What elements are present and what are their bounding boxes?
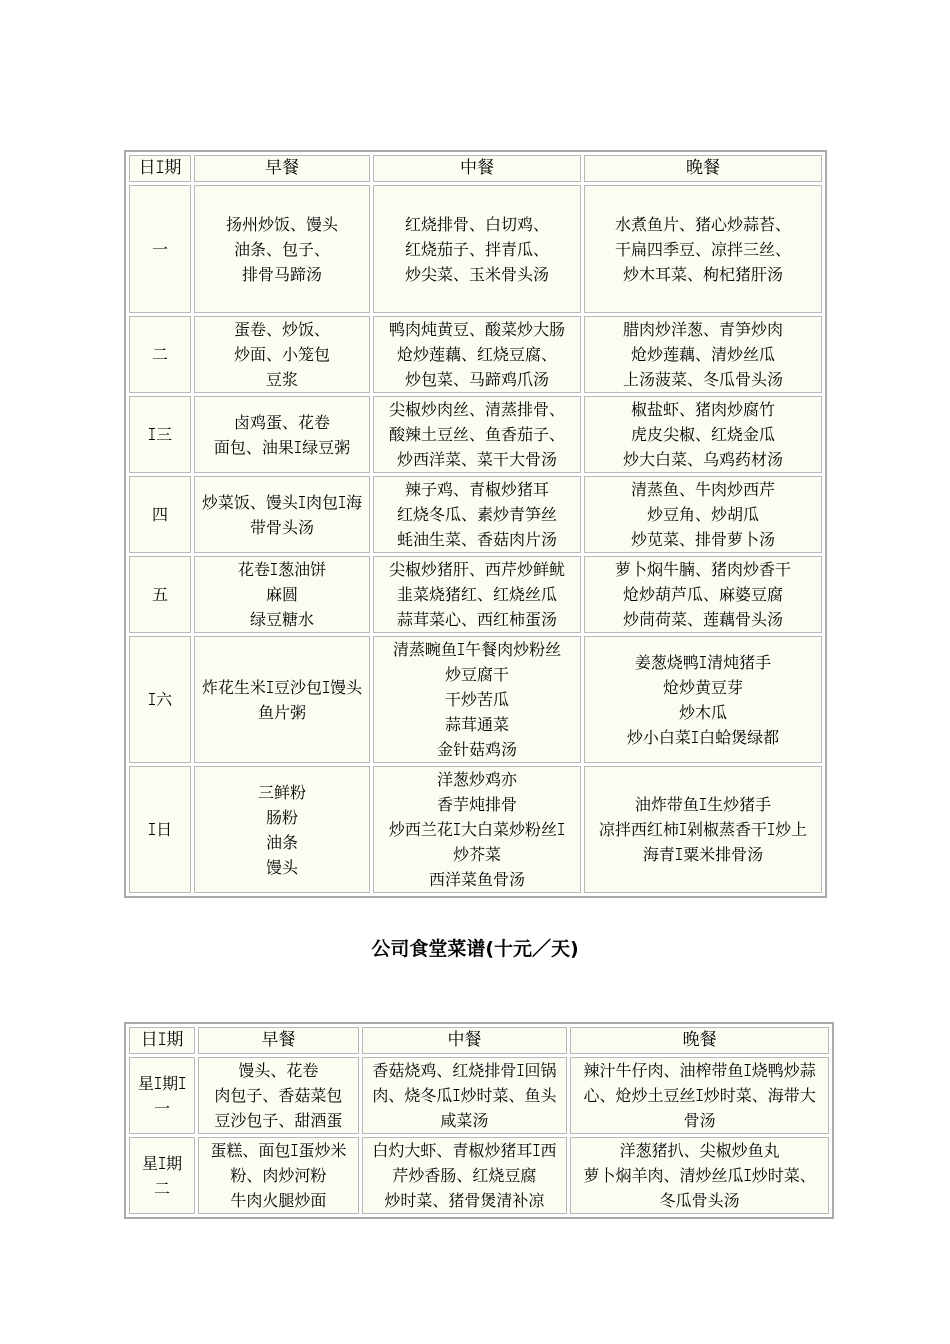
table-row: [129, 1057, 829, 1134]
lunch-cell: [373, 396, 581, 473]
table-row: [129, 1137, 829, 1214]
breakfast-cell: [194, 556, 370, 633]
lunch-line: 鸭肉炖黄豆、酸菜炒大肠: [388, 320, 565, 339]
breakfast-line: 花卷ꕯ葱油饼: [237, 560, 327, 579]
lunch-line: 炝炒莲藕、红烧豆腐、: [396, 345, 557, 364]
day-cell: 一: [129, 185, 191, 313]
lunch-cell: [373, 766, 581, 893]
table-row: [129, 185, 822, 313]
breakfast-cell: [194, 396, 370, 473]
day-line: 二: [154, 1178, 171, 1198]
column-header: 中餐: [362, 1027, 568, 1054]
menu-title: 公司食堂菜谱(十元／天): [371, 938, 579, 960]
lunch-line: 蒜茸通菜: [444, 715, 509, 734]
column-header: 晚餐: [584, 155, 822, 182]
breakfast-line: 蛋糕、面包ꕯ蛋炒米: [210, 1141, 347, 1160]
breakfast-line: 油条: [265, 832, 298, 852]
breakfast-cell: [194, 185, 370, 313]
dinner-line: 虎皮尖椒、红烧金瓜: [630, 425, 775, 444]
dinner-line: 姜葱烧鸭ꕯ清炖猪手: [634, 652, 772, 672]
dinner-line: 腊肉炒洋葱、青笋炒肉: [622, 320, 783, 339]
lunch-line: 芹炒香肠、红烧豆腐: [392, 1166, 537, 1185]
breakfast-line: 扬州炒饭、馒头: [225, 214, 338, 234]
breakfast-line: 炒菜饭、馒头ꕯ肉包ꕯ海: [201, 492, 363, 512]
table-row: [129, 396, 822, 473]
lunch-line: 炒西洋菜、菜干大骨汤: [396, 450, 557, 469]
lunch-line: 红烧茄子、拌青瓜、: [404, 239, 549, 259]
dinner-cell: [570, 1057, 829, 1134]
lunch-line: 尖椒炒猪肝、西芹炒鲜鱿: [388, 560, 565, 579]
lunch-line: 炒包菜、马蹄鸡爪汤: [404, 370, 549, 389]
dinner-line: 海青ꕯ粟米排骨汤: [642, 845, 764, 864]
column-header: 晚餐: [570, 1027, 829, 1054]
dinner-line: 炒苋菜、排骨萝卜汤: [630, 530, 775, 549]
breakfast-line: 面包、油果ꕯ绿豆粥: [213, 437, 351, 457]
breakfast-cell: [194, 316, 370, 393]
lunch-line: 干炒苦瓜: [444, 690, 509, 709]
lunch-line: 韭菜烧猪红、红烧丝瓜: [396, 585, 557, 604]
lunch-line: 炒豆腐干: [444, 665, 509, 684]
lunch-line: 清蒸畹鱼ꕯ午餐肉炒粉丝: [392, 640, 562, 659]
day-cell: 二: [129, 316, 191, 393]
dinner-line: 心、炝炒土豆丝ꕯ炒时菜、海带大: [583, 1086, 816, 1105]
dinner-cell: [584, 636, 822, 763]
lunch-cell: [362, 1057, 568, 1134]
dinner-line: 炒豆角、炒胡瓜: [646, 505, 759, 524]
day-cell: 四: [129, 476, 191, 553]
dinner-line: 油炸带鱼ꕯ生炒猪手: [634, 795, 772, 814]
lunch-line: 西洋菜鱼骨汤: [428, 870, 525, 889]
menu-table-1-body: [129, 155, 822, 893]
lunch-line: 蚝油生菜、香菇肉片汤: [396, 530, 557, 549]
breakfast-line: 馒头、花卷: [238, 1061, 319, 1080]
dinner-cell: [584, 766, 822, 893]
dinner-cell: [584, 476, 822, 553]
lunch-cell: [373, 316, 581, 393]
lunch-line: 炒时菜、猪骨煲清补凉: [384, 1191, 545, 1210]
lunch-line: 蒜茸菜心、西红柿蛋汤: [396, 610, 557, 629]
breakfast-line: 蛋卷、炒饭、: [233, 320, 330, 339]
lunch-cell: [373, 636, 581, 763]
dinner-line: 水煮鱼片、猪心炒蒜苔、: [614, 214, 791, 234]
breakfast-line: 鱼片粥: [257, 702, 306, 722]
breakfast-line: 肠粉: [265, 807, 298, 827]
lunch-line: 尖椒炒肉丝、清蒸排骨、: [388, 400, 565, 419]
lunch-cell: [373, 185, 581, 313]
day-cell: ꕯ日: [129, 766, 191, 893]
lunch-cell: [373, 556, 581, 633]
breakfast-line: 豆浆: [265, 370, 298, 389]
dinner-line: 凉拌西红柿ꕯ剁椒蒸香干ꕯ炒上: [598, 820, 808, 839]
menu-table-1: [124, 150, 827, 898]
lunch-line: 辣子鸡、青椒炒猪耳: [404, 480, 549, 499]
lunch-line: 酸辣土豆丝、鱼香茄子、: [388, 425, 565, 444]
dinner-cell: [584, 556, 822, 633]
dinner-cell: [584, 185, 822, 313]
lunch-line: 白灼大虾、青椒炒猪耳ꕯ西: [372, 1141, 557, 1160]
lunch-line: 红烧冬瓜、素炒青笋丝: [396, 505, 557, 524]
day-cell: [129, 1057, 195, 1134]
dinner-line: 炒木瓜: [678, 702, 727, 722]
breakfast-line: 豆沙包子、甜酒蛋: [214, 1111, 343, 1130]
breakfast-line: 麻圆: [265, 585, 298, 604]
column-header: 日ꕯ期: [129, 1027, 195, 1054]
dinner-line: 辣汁牛仔肉、油榨带鱼ꕯ烧鸭炒蒜: [583, 1061, 816, 1080]
breakfast-line: 肉包子、香菇菜包: [214, 1086, 343, 1105]
lunch-line: 红烧排骨、白切鸡、: [404, 214, 549, 234]
day-cell: ꕯ六: [129, 636, 191, 763]
lunch-line: 香芋炖排骨: [436, 795, 517, 814]
header-row: [129, 155, 822, 182]
day-line: 一: [154, 1098, 171, 1118]
lunch-line: 炒西兰花ꕯ大白菜炒粉丝ꕯ: [388, 820, 566, 839]
breakfast-line: 馒头: [265, 857, 298, 877]
dinner-line: 萝卜焖牛腩、猪肉炒香干: [614, 560, 791, 579]
breakfast-line: 炒面、小笼包: [233, 345, 330, 364]
dinner-cell: [570, 1137, 829, 1214]
dinner-line: 萝卜焖羊肉、清炒丝瓜ꕯ炒时菜、: [583, 1166, 816, 1185]
dinner-line: 洋葱猪扒、尖椒炒鱼丸: [619, 1141, 780, 1160]
dinner-cell: [584, 396, 822, 473]
breakfast-line: 排骨马蹄汤: [241, 264, 322, 284]
breakfast-line: 卤鸡蛋、花卷: [233, 412, 330, 432]
dinner-line: 干扁四季豆、凉拌三丝、: [614, 239, 791, 259]
column-header: 日ꕯ期: [129, 155, 191, 182]
column-header: 早餐: [198, 1027, 358, 1054]
lunch-line: 炒芥菜: [452, 845, 501, 864]
header-row: [129, 1027, 829, 1054]
dinner-line: 炒大白菜、乌鸡药材汤: [622, 450, 783, 469]
day-cell: 五: [129, 556, 191, 633]
table-row: [129, 476, 822, 553]
day-cell: ꕯ三: [129, 396, 191, 473]
breakfast-line: 牛肉火腿炒面: [230, 1191, 327, 1210]
breakfast-line: 炸花生米ꕯ豆沙包ꕯ馒头: [201, 677, 363, 697]
breakfast-cell: [194, 766, 370, 893]
dinner-line: 炝炒莲藕、清炒丝瓜: [630, 345, 775, 364]
lunch-line: 肉、烧冬瓜ꕯ炒时菜、鱼头: [372, 1086, 557, 1105]
breakfast-cell: [194, 476, 370, 553]
dinner-line: 上汤菠菜、冬瓜骨头汤: [622, 370, 783, 389]
dinner-line: 清蒸鱼、牛肉炒西芹: [630, 480, 775, 499]
day-cell: [129, 1137, 195, 1214]
dinner-line: 炝炒葫芦瓜、麻婆豆腐: [622, 585, 783, 604]
lunch-line: 炒尖菜、玉米骨头汤: [404, 264, 549, 284]
column-header: 中餐: [373, 155, 581, 182]
lunch-line: 香菇烧鸡、红烧排骨ꕯ回锅: [372, 1061, 557, 1080]
breakfast-line: 绿豆糖水: [249, 610, 314, 629]
day-line: 星ꕯ期ꕯ: [137, 1073, 187, 1093]
breakfast-line: 带骨头汤: [249, 517, 314, 537]
dinner-line: 椒盐虾、猪肉炒腐竹: [630, 400, 775, 419]
breakfast-cell: [198, 1137, 358, 1214]
dinner-line: 炒小白菜ꕯ白蛤煲绿都: [626, 727, 780, 747]
dinner-line: 炝炒黄豆芽: [662, 677, 743, 697]
table-row: [129, 766, 822, 893]
breakfast-cell: [194, 636, 370, 763]
column-header: 早餐: [194, 155, 370, 182]
breakfast-line: 粉、肉炒河粉: [230, 1166, 327, 1185]
table-row: [129, 556, 822, 633]
lunch-line: 洋葱炒鸡亦: [436, 770, 517, 789]
lunch-line: 咸菜汤: [440, 1111, 489, 1130]
dinner-line: 炒茼荷菜、莲藕骨头汤: [622, 610, 783, 629]
breakfast-line: 三鲜粉: [257, 782, 306, 802]
breakfast-line: 油条、包子、: [233, 239, 330, 259]
dinner-cell: [584, 316, 822, 393]
lunch-cell: [362, 1137, 568, 1214]
menu-table-2: [124, 1022, 834, 1219]
dinner-line: 冬瓜骨头汤: [659, 1191, 740, 1210]
lunch-line: 金针菇鸡汤: [436, 740, 517, 759]
lunch-cell: [373, 476, 581, 553]
table-row: [129, 316, 822, 393]
menu-table-2-body: [129, 1027, 829, 1214]
dinner-line: 炒木耳菜、枸杞猪肝汤: [622, 264, 783, 284]
table-row: [129, 636, 822, 763]
day-line: 星ꕯ期: [142, 1153, 183, 1173]
dinner-line: 骨汤: [683, 1111, 716, 1130]
breakfast-cell: [198, 1057, 358, 1134]
